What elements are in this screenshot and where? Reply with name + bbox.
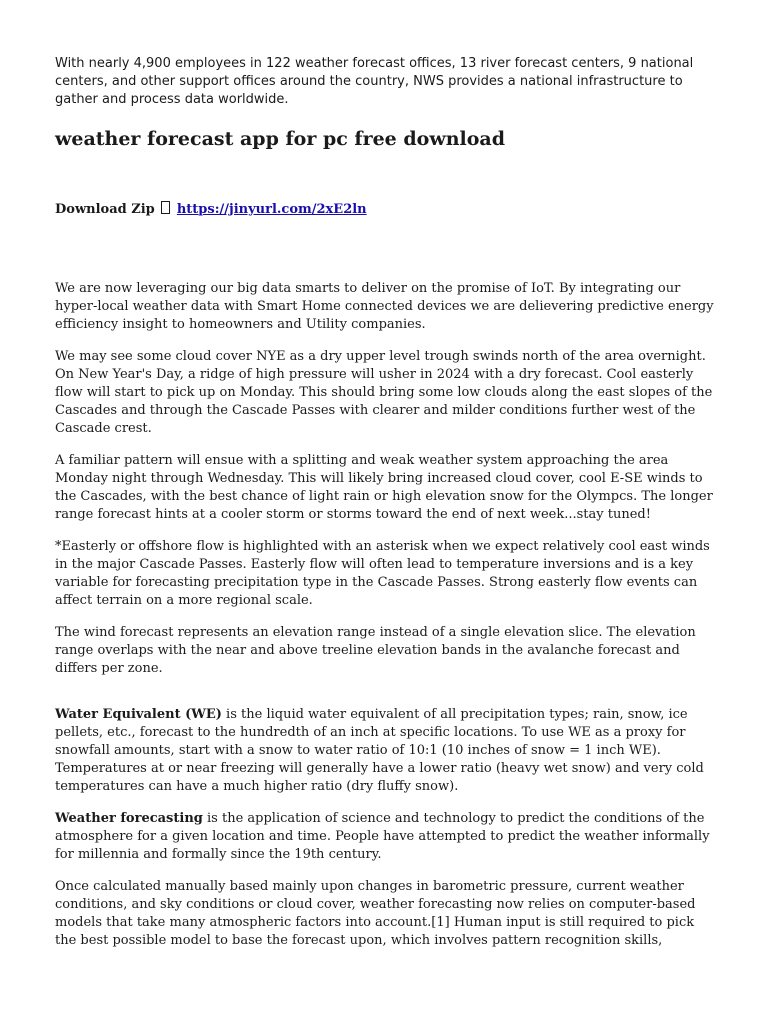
intro-paragraph: With nearly 4,900 employees in 122 weather forecast offices, 13 river forecast centers, 9 national centers, and other support offices around the country, NWS provides a national infrastructure to gather and process data worldwide. <box>55 56 694 107</box>
body-paragraph: *Easterly or offshore flow is highlighted with an asterisk when we expect relatively cool east winds in the major Cascade Passes. Easterly flow will often lead to temperature inversions and is a key variable for forecasting precipitation type in the Cascade Passes. Strong easterly flow events can affect terrain on a more regional scale. <box>55 539 710 608</box>
definition-text: is the application of science and technology to predict the conditions of the atmosphere for a given location and time. People have attempted to predict the weather informally for millennia and formally since the 19th century. <box>55 811 710 862</box>
body-paragraph: A familiar pattern will ensue with a splitting and weak weather system approaching the area Monday night through Wednesday. This will likely bring increased cloud cover, cool E-SE winds to the Cascades, with the best chance of light rain or high elevation snow for the Olympcs. The longer range forecast hints at a cooler storm or storms toward the end of next week...stay tuned! <box>55 453 713 522</box>
term-water-equivalent: Water Equivalent (WE) <box>55 707 222 722</box>
body-paragraph: The wind forecast represents an elevation range instead of a single elevation slice. The elevation range overlaps with the near and above treeline elevation bands in the avalanche forecast and differs per zone. <box>55 625 696 676</box>
body-paragraph-weather-forecasting <box>55 810 715 864</box>
definition-text: is the liquid water equivalent of all precipitation types; rain, snow, ice pellets, etc., forecast to the hundredth of an inch at specific locations. To use WE as a proxy for snowfall amounts, start with a snow to water ratio of 10:1 (10 inches of snow = 1 inch WE). Temperatures at or near freezing will generally have a lower ratio (heavy wet snow) and very cold temperatures can have a much higher ratio (dry fluffy snow). <box>55 707 704 794</box>
body-paragraph: We are now leveraging our big data smarts to deliver on the promise of IoT. By integrating our hyper-local weather data with Smart Home connected devices we are delievering predictive energy efficiency insight to homeowners and Utility companies. <box>55 281 714 332</box>
link-arrow-icon <box>161 201 170 214</box>
download-label: Download Zip <box>55 202 155 217</box>
download-line <box>55 201 715 219</box>
body-paragraph: We may see some cloud cover NYE as a dry upper level trough swinds north of the area overnight. On New Year's Day, a ridge of high pressure will usher in 2024 with a dry forecast. Cool easterly flow will start to pick up on Monday. This should bring some low clouds along the east slopes of the Cascades and through the Cascade Passes with clearer and milder conditions further west of the Cascade crest. <box>55 349 713 436</box>
term-weather-forecasting: Weather forecasting <box>55 811 203 826</box>
body-paragraph-water-equivalent <box>55 706 715 796</box>
download-link[interactable]: https://jinyurl.com/2xE2ln <box>176 202 367 217</box>
document-page <box>55 55 715 950</box>
page-title: weather forecast app for pc free download <box>55 128 505 150</box>
body-paragraph: Once calculated manually based mainly upon changes in barometric pressure, current weather conditions, and sky conditions or cloud cover, weather forecasting now relies on computer-based models that take many atmospheric factors into account.[1] Human input is still required to pick the best possible model to base the forecast upon, which involves pattern recognition skills, <box>55 879 696 948</box>
